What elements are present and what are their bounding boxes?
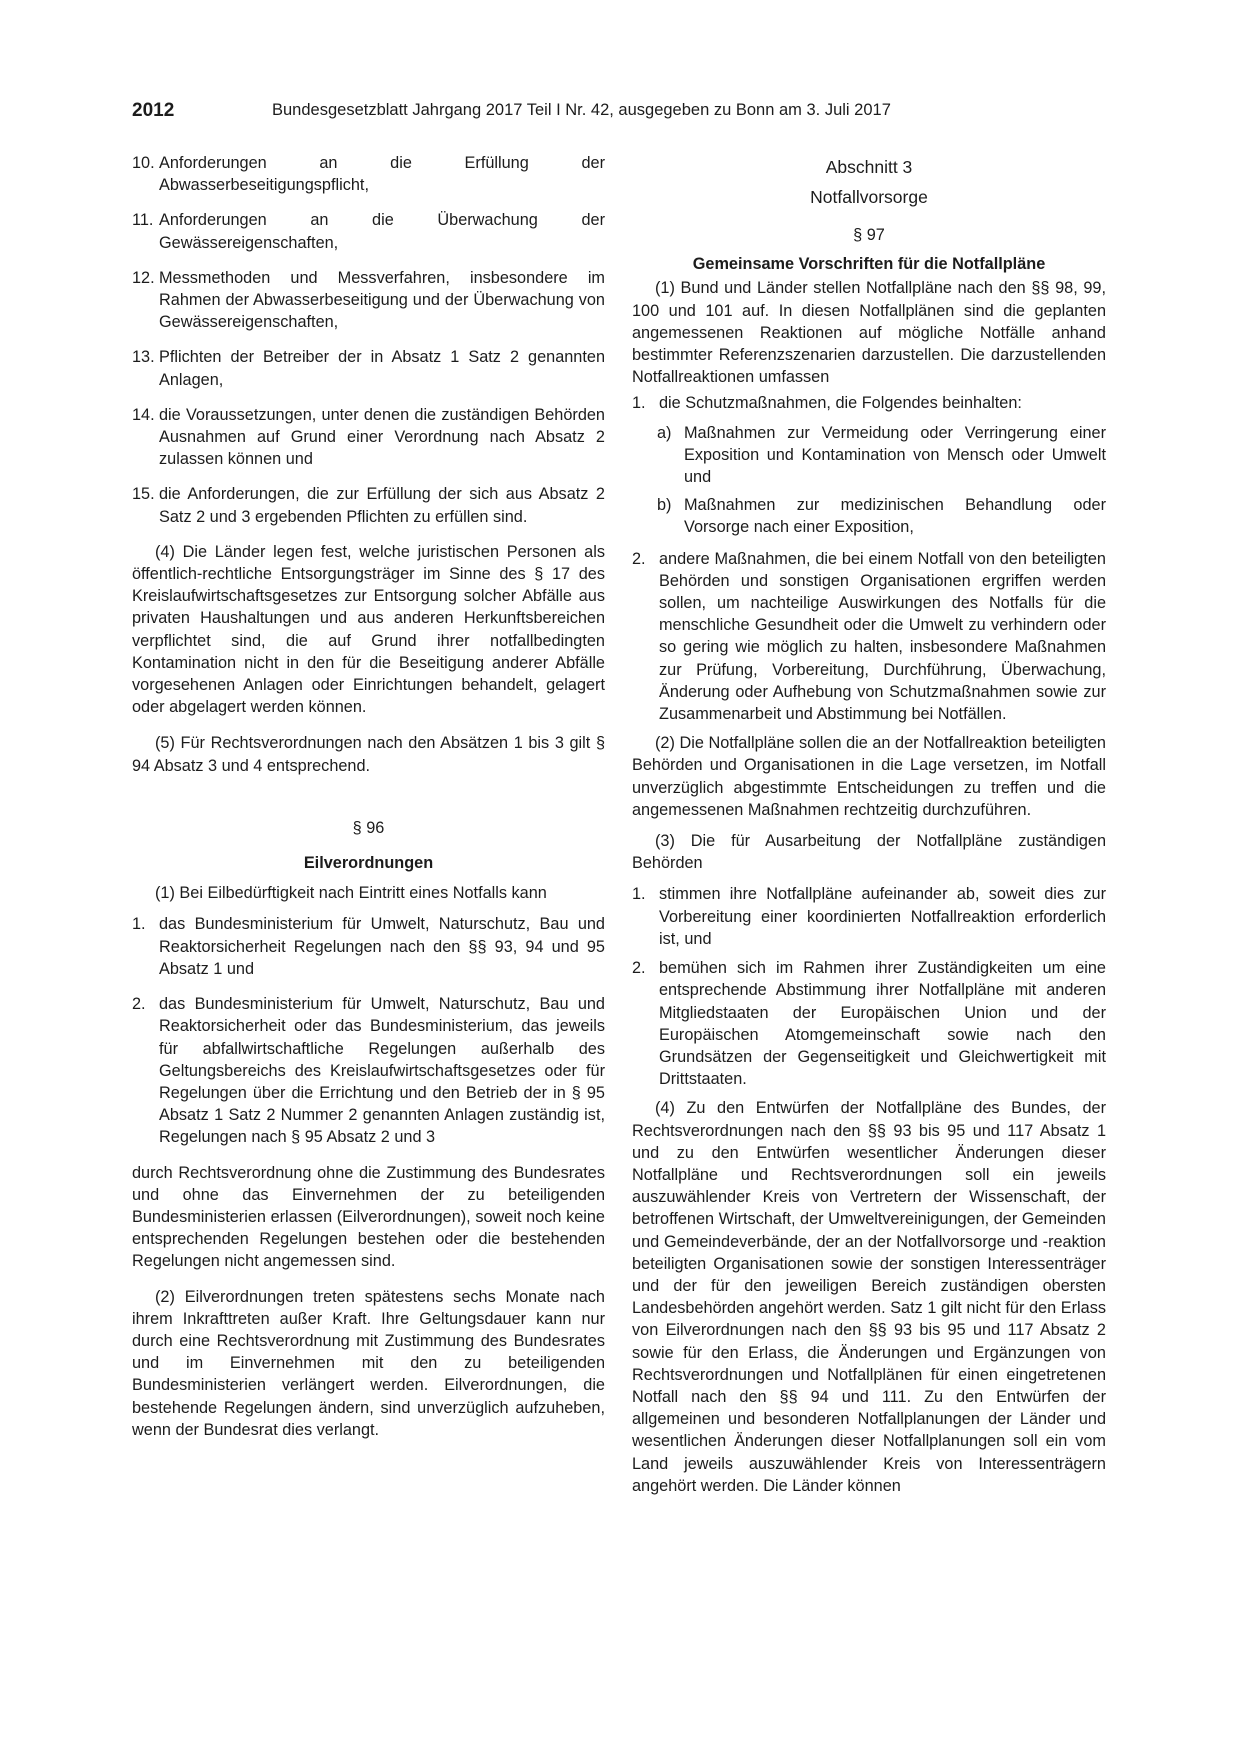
item-text: stimmen ihre Notfallpläne aufeinander ab, soweit dies zur Vorbereitung einer koordinierten Notfallreaktion erforderlich ist, und xyxy=(659,885,1106,948)
continuation-text: durch Rechtsverordnung ohne die Zustimmung des Bundesrates und ohne das Einvernehmen der zu beteiligenden Bundesministerien erlassen (Eilverordnungen), soweit noch keine entsprechenden Regelungen bestehen oder die bestehenden Regelungen nicht angemessen sind. xyxy=(132,1163,605,1271)
item-number: 2. xyxy=(632,549,646,568)
page-header xyxy=(132,100,1112,126)
left-column xyxy=(132,152,605,1450)
section-number: § 97 xyxy=(853,226,885,244)
item-text: die Schutzmaßnahmen, die Folgendes beinhalten: xyxy=(659,394,1022,413)
item-number: 14. xyxy=(132,405,155,424)
paragraph-3: (3) Die für Ausarbeitung der Notfallpläne zuständigen Behörden xyxy=(632,832,1106,873)
list-item xyxy=(132,346,605,390)
list-item xyxy=(632,392,1106,414)
item-text: Messmethoden und Messverfahren, insbesondere im Rahmen der Abwasserbeseitigung und der Überwachung von Gewässereigenschaften, xyxy=(159,268,605,332)
list-item xyxy=(132,209,605,253)
item-number: 1. xyxy=(132,915,146,934)
list-item xyxy=(132,152,605,196)
item-letter: b) xyxy=(657,496,672,515)
chapter-title: Notfallvorsorge xyxy=(810,187,928,207)
gazette-title: Bundesgesetzblatt Jahrgang 2017 Teil I Nr. 42, ausgegeben zu Bonn am 3. Juli 2017 xyxy=(272,101,891,119)
list-item xyxy=(132,483,605,527)
item-number: 2. xyxy=(132,995,146,1014)
item-letter: a) xyxy=(657,423,672,442)
list-item xyxy=(132,993,605,1148)
item-number: 15. xyxy=(132,485,155,504)
item-number: 10. xyxy=(132,154,155,172)
paragraph-1: (1) Bei Eilbedürftigkeit nach Eintritt eines Notfalls kann xyxy=(155,884,547,903)
item-text: Anforderungen an die Erfüllung der Abwasserbeseitigungspflicht, xyxy=(159,154,605,195)
right-column xyxy=(632,152,1106,1506)
list-item xyxy=(132,404,605,471)
item-number: 1. xyxy=(632,394,646,413)
list-item xyxy=(132,913,605,980)
section-title: Gemeinsame Vorschriften für die Notfallpläne xyxy=(692,255,1046,274)
item-text: die Anforderungen, die zur Erfüllung der sich aus Absatz 2 Satz 2 und 3 ergebenden Pflichten zu erfüllen sind. xyxy=(159,485,605,526)
list-item xyxy=(632,883,1106,950)
paragraph-4: (4) Zu den Entwürfen der Notfallpläne des Bundes, der Rechtsverordnungen nach den §§ 93 bis 95 und 117 Absatz 1 und zu den Entwürfen wesentlicher Änderungen dieser Notfallpläne und Rechtsverordnungen soll ein jeweils auszuwählender Kreis von Vertretern der Wissenschaft, der betroffenen Wirtschaft, der Umweltvereinigungen, der Gemeinden und Gemeindeverbände, der an der Notfallvorsorge und -reaktion beteiligten Organisationen sowie der sonstigen Interessenträger und der für den jeweiligen Bereich zuständigen obersten Landesbehörden angehört werden. Satz 1 gilt nicht für den Erlass von Eilverordnungen nach den §§ 93 bis 95 und 117 Absatz 2 sowie für den Erlass, die Änderungen und Ergänzungen von Rechtsverordnungen und Notfallplänen für einen eingetretenen Notfall nach den §§ 94 und 111. Zu den Entwürfen der allgemeinen und besonderen Notfallplanungen der Länder und wesentlichen Änderungen dieser Notfallplanungen soll ein vom Land jeweils auszuwählender Kreis von Interessenträgern angehört werden. Die Länder können xyxy=(632,1099,1106,1495)
paragraph-2: (2) Die Notfallpläne sollen die an der Notfallreaktion beteiligten Behörden und Organisationen in die Lage versetzen, im Notfall unverzüglich abgestimmte Entscheidungen zu treffen und die angemessenen Maßnahmen rechtzeitig durchzuführen. xyxy=(632,734,1106,819)
item-text: das Bundesministerium für Umwelt, Naturschutz, Bau und Reaktorsicherheit Regelungen nach den §§ 93, 94 und 95 Absatz 1 und xyxy=(159,915,605,978)
item-text: Maßnahmen zur Vermeidung oder Verringerung einer Exposition und Kontamination von Mensch oder Umwelt und xyxy=(684,423,1106,487)
item-text: Maßnahmen zur medizinischen Behandlung oder Vorsorge nach einer Exposition, xyxy=(684,496,1106,537)
section-title: Eilverordnungen xyxy=(303,854,434,873)
item-text: das Bundesministerium für Umwelt, Naturschutz, Bau und Reaktorsicherheit oder das Bundesministerium, das jeweils für abfallwirtschaftliche Regelungen außerhalb des Geltungsbereichs des Kreislaufwirtschaftsgesetzes oder für Regelungen über die Errichtung und den Betrieb der in § 95 Absatz 1 Satz 2 Nummer 2 genannten Anlagen zuständig ist, Regelungen nach § 95 Absatz 2 und 3 xyxy=(159,995,605,1147)
item-number: 1. xyxy=(632,885,646,904)
paragraph-1: (1) Bund und Länder stellen Notfallpläne nach den §§ 98, 99, 100 und 101 auf. In diesen Notfallplänen sind die geplanten angemessenen Reaktionen auf mögliche Notfälle anhand bestimmter Referenzszenarien darzustellen. Die darzustellenden Notfallreaktionen umfassen xyxy=(632,279,1106,387)
paragraph-5: (5) Für Rechtsverordnungen nach den Absätzen 1 bis 3 gilt § 94 Absatz 3 und 4 entsprechend. xyxy=(132,734,605,775)
item-number: 2. xyxy=(632,959,646,978)
page-number: 2012 xyxy=(132,100,175,121)
item-number: 13. xyxy=(132,348,155,367)
item-text: die Voraussetzungen, unter denen die zuständigen Behörden Ausnahmen auf Grund einer Verordnung nach Absatz 2 zulassen können und xyxy=(159,405,605,469)
paragraph-4: (4) Die Länder legen fest, welche juristischen Personen als öffentlich-rechtliche Entsorgungsträger im Sinne des § 17 des Kreislaufwirtschaftsgesetzes zur Entsorgung solcher Abfälle aus privaten Haushaltungen und aus anderen Herkunftsbereichen verpflichtet sind, die auf Grund ihrer notfallbedingten Kontamination nicht in den für die Beseitigung anderer Abfälle vorgesehenen Anlagen oder Einrichtungen behandelt, gelagert oder abgelagert werden können. xyxy=(132,542,605,717)
item-text: Anforderungen an die Überwachung der Gewässereigenschaften, xyxy=(159,211,605,252)
list-item xyxy=(632,548,1106,726)
sub-list-item xyxy=(632,494,1106,538)
list-item xyxy=(132,267,605,334)
item-text: Pflichten der Betreiber der in Absatz 1 Satz 2 genannten Anlagen, xyxy=(159,348,605,389)
sub-list-item xyxy=(632,422,1106,489)
item-text: andere Maßnahmen, die bei einem Notfall von den beteiligten Behörden und sonstigen Organisationen ergriffen werden sollen, um nachteilige Auswirkungen des Notfalls für die menschliche Gesundheit oder die Umwelt zu verhindern oder so gering wie möglich zu halten, insbesondere Maßnahmen zur Prüfung, Vorbereitung, Durchführung, Überwachung, Änderung oder Aufhebung von Schutzmaßnahmen sowie zur Zusammenarbeit und Abstimmung bei Notfällen. xyxy=(659,549,1106,724)
item-number: 12. xyxy=(132,268,155,287)
section-number: § 96 xyxy=(352,818,385,837)
chapter-heading: Abschnitt 3 xyxy=(825,157,913,177)
item-text: bemühen sich im Rahmen ihrer Zuständigkeiten um eine entsprechende Abstimmung ihrer Notfallpläne mit anderen Mitgliedstaaten der Europäischen Union und der Europäischen Atomgemeinschaft sowie nach den Grundsätzen der Gegenseitigkeit und Gleichwertigkeit mit Drittstaaten. xyxy=(659,959,1106,1089)
item-number: 11. xyxy=(132,211,154,230)
paragraph-2: (2) Eilverordnungen treten spätestens sechs Monate nach ihrem Inkrafttreten außer Kraft. Ihre Geltungsdauer kann nur durch eine Rechtsverordnung mit Zustimmung des Bundesrates und im Einvernehmen mit den zu beteiligenden Bundesministerien verlängert werden. Eilverordnungen, die bestehende Regelungen ändern, sind unverzüglich aufzuheben, wenn der Bundesrat dies verlangt. xyxy=(132,1287,605,1439)
list-item xyxy=(632,957,1106,1090)
